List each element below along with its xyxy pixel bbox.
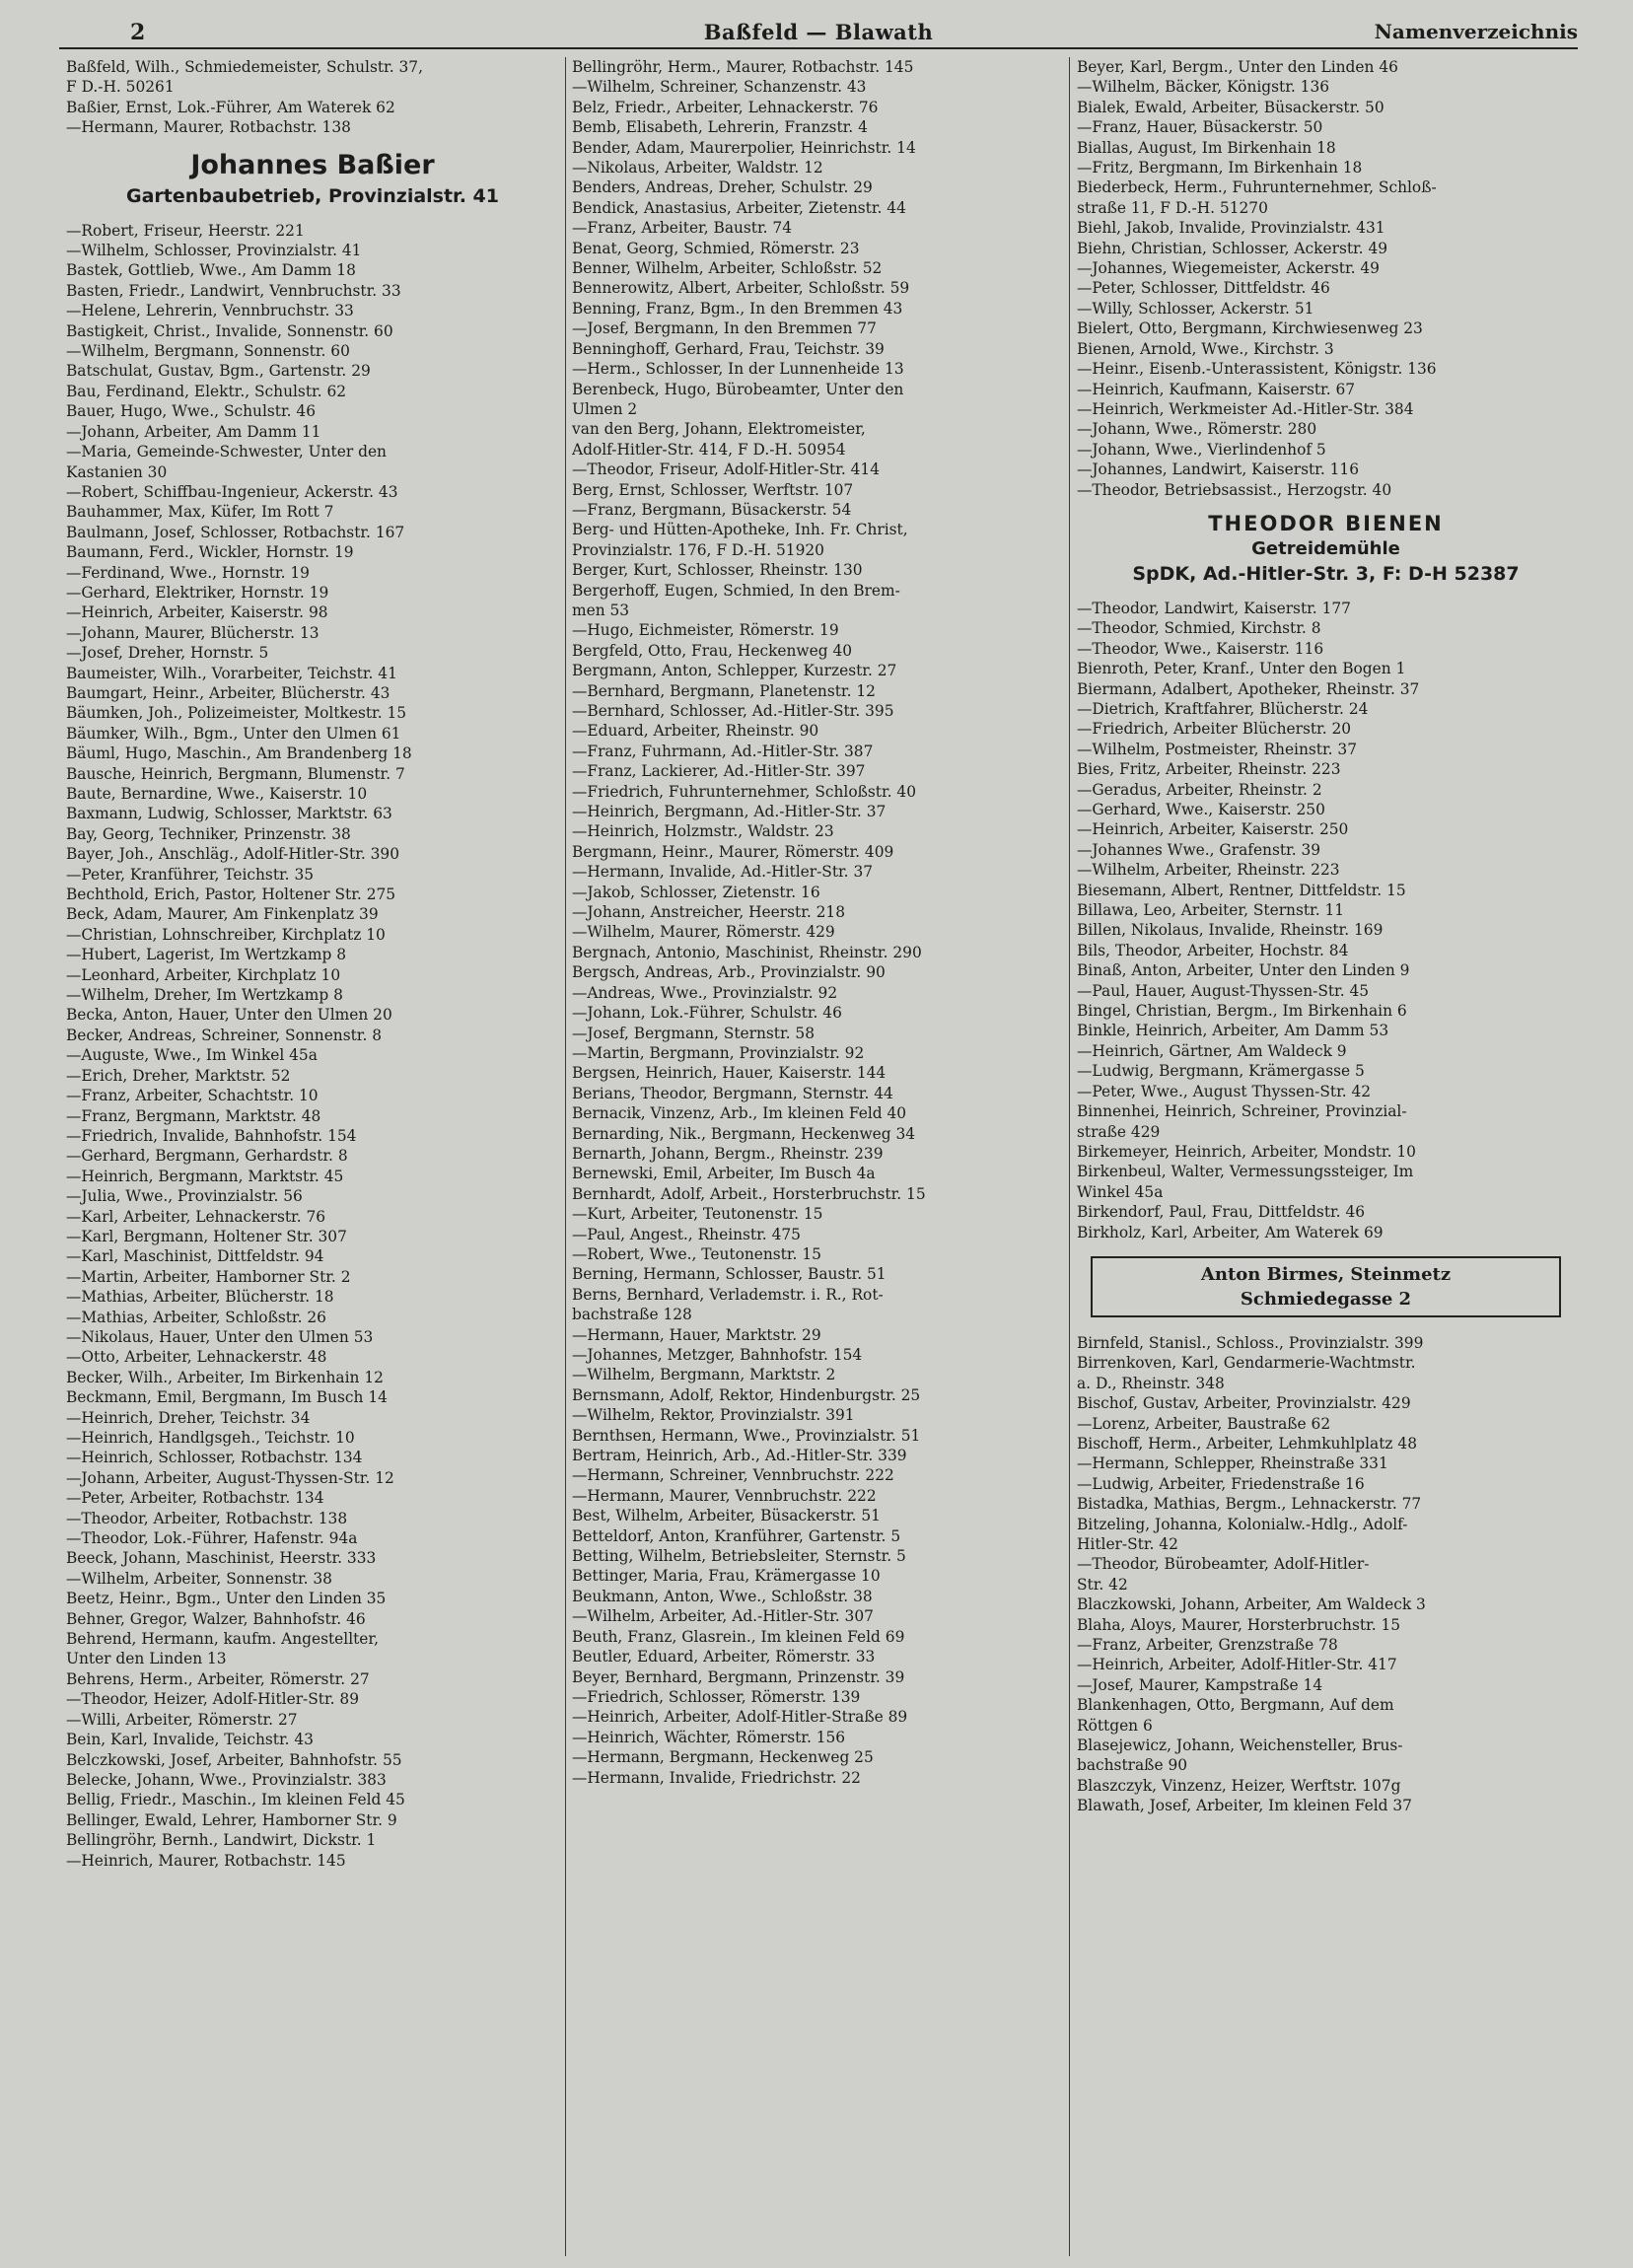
directory-entry: —Hermann, Hauer, Marktstr. 29	[572, 1325, 821, 1344]
directory-entry: —Auguste, Wwe., Im Winkel 45a	[66, 1046, 318, 1065]
directory-entry: Bay, Georg, Techniker, Prinzenstr. 38	[66, 824, 351, 843]
directory-entry: Ulmen 2	[572, 399, 638, 418]
directory-entry: —Nikolaus, Arbeiter, Waldstr. 12	[572, 159, 823, 177]
directory-entry: Bernarth, Johann, Bergm., Rheinstr. 239	[572, 1144, 884, 1163]
directory-entry: Biermann, Adalbert, Apotheker, Rheinstr. 37	[1077, 679, 1420, 698]
directory-entry: Biesemann, Albert, Rentner, Dittfeldstr. 15	[1077, 881, 1406, 899]
directory-entry: —Heinrich, Arbeiter, Adolf-Hitler-Straße 89	[572, 1708, 908, 1727]
directory-entry: Bauer, Hugo, Wwe., Schulstr. 46	[66, 402, 316, 421]
directory-entry: —Otto, Arbeiter, Lehnackerstr. 48	[66, 1348, 327, 1367]
directory-entry: —Mathias, Arbeiter, Schloßstr. 26	[66, 1308, 326, 1326]
directory-entry: Binkle, Heinrich, Arbeiter, Am Damm 53	[1077, 1022, 1389, 1040]
ad-subtitle: Getreidemühle	[1251, 537, 1400, 559]
directory-entry: —Bernhard, Schlosser, Ad.-Hitler-Str. 395	[572, 702, 894, 720]
directory-entry: —Hermann, Bergmann, Heckenweg 25	[572, 1748, 874, 1767]
directory-entry: —Hermann, Invalide, Ad.-Hitler-Str. 37	[572, 863, 874, 882]
directory-entry: —Heinrich, Handlgsgeh., Teichstr. 10	[66, 1429, 355, 1447]
ad-title: THEODOR BIENEN	[1208, 511, 1444, 535]
directory-entry: Bernthsen, Hermann, Wwe., Provinzialstr. 51	[572, 1426, 921, 1445]
directory-entry: —Franz, Arbeiter, Baustr. 74	[572, 219, 793, 238]
directory-entry: —Erich, Dreher, Marktstr. 52	[66, 1066, 291, 1085]
directory-entry: Berg, Ernst, Schlosser, Werftstr. 107	[572, 480, 854, 499]
directory-entry: Birkendorf, Paul, Frau, Dittfeldstr. 46	[1077, 1203, 1366, 1222]
directory-entry: bachstraße 90	[1077, 1756, 1188, 1775]
directory-entry: —Johannes, Metzger, Bahnhofstr. 154	[572, 1346, 863, 1364]
column-3	[1077, 57, 1575, 2256]
directory-entry: Bernarding, Nik., Bergmann, Heckenweg 34	[572, 1124, 916, 1143]
directory-entry: —Friedrich, Arbeiter Blücherstr. 20	[1077, 720, 1352, 739]
directory-entry: Belecke, Johann, Wwe., Provinzialstr. 383	[66, 1770, 387, 1789]
directory-entry: —Johann, Anstreicher, Heerstr. 218	[572, 903, 846, 922]
directory-entry: —Theodor, Bürobeamter, Adolf-Hitler-	[1077, 1555, 1370, 1574]
directory-entry: Bischoff, Herm., Arbeiter, Lehmkuhlplatz 48	[1077, 1434, 1417, 1453]
directory-entry: —Heinrich, Gärtner, Am Waldeck 9	[1077, 1041, 1347, 1060]
directory-entry: —Peter, Schlosser, Dittfeldstr. 46	[1077, 279, 1330, 298]
entry-list	[66, 57, 559, 138]
directory-page	[59, 18, 1578, 2256]
directory-entry: Bertram, Heinrich, Arb., Ad.-Hitler-Str. 339	[572, 1447, 907, 1465]
directory-entry: —Johann, Arbeiter, Am Damm 11	[66, 422, 321, 441]
directory-entry: —Heinrich, Holzmstr., Waldstr. 23	[572, 822, 834, 841]
directory-entry: —Heinrich, Bergmann, Ad.-Hitler-Str. 37	[572, 803, 887, 821]
directory-entry: Becka, Anton, Hauer, Unter den Ulmen 20	[66, 1006, 392, 1025]
directory-entry: Betteldorf, Anton, Kranführer, Gartenstr. 5	[572, 1526, 901, 1545]
entry-list	[1077, 1333, 1575, 1816]
directory-entry: Kastanien 30	[66, 462, 168, 481]
directory-entry: —Karl, Maschinist, Dittfeldstr. 94	[66, 1247, 324, 1266]
directory-entry: Bendick, Anastasius, Arbeiter, Zietenstr. 44	[572, 198, 906, 217]
advertisement-bienen	[1077, 510, 1575, 587]
advertisement-bassier	[66, 148, 559, 209]
directory-entry: —Franz, Bergmann, Büsackerstr. 54	[572, 500, 852, 519]
directory-entry: —Theodor, Arbeiter, Rotbachstr. 138	[66, 1509, 348, 1527]
directory-entry: Beeck, Johann, Maschinist, Heerstr. 333	[66, 1549, 377, 1568]
ad-address: Schmiedegasse 2	[1240, 1288, 1412, 1310]
column-rule	[1069, 57, 1070, 2256]
directory-entry: —Theodor, Landwirt, Kaiserstr. 177	[1077, 599, 1351, 617]
directory-entry: —Paul, Angest., Rheinstr. 475	[572, 1225, 801, 1243]
directory-entry: —Wilhelm, Postmeister, Rheinstr. 37	[1077, 740, 1358, 758]
directory-entry: —Robert, Wwe., Teutonenstr. 15	[572, 1244, 821, 1263]
directory-entry: —Wilhelm, Arbeiter, Ad.-Hitler-Str. 307	[572, 1607, 874, 1626]
section-title: Namenverzeichnis	[1374, 20, 1578, 43]
directory-entry: straße 11, F D.-H. 51270	[1077, 198, 1268, 217]
directory-entry: Bemb, Elisabeth, Lehrerin, Franzstr. 4	[572, 118, 868, 137]
directory-entry: Bausche, Heinrich, Bergmann, Blumenstr. 7	[66, 764, 405, 783]
directory-entry: Bielert, Otto, Bergmann, Kirchwiesenweg 23	[1077, 319, 1423, 338]
directory-entry: Betting, Wilhelm, Betriebsleiter, Sternstr. 5	[572, 1547, 906, 1566]
directory-entry: —Wilhelm, Bergmann, Sonnenstr. 60	[66, 342, 350, 361]
directory-entry: —Willi, Arbeiter, Römerstr. 27	[66, 1710, 298, 1729]
directory-entry: Bettinger, Maria, Frau, Krämergasse 10	[572, 1567, 881, 1586]
directory-entry: Becker, Wilh., Arbeiter, Im Birkenhain 12	[66, 1368, 384, 1386]
directory-entry: —Friedrich, Invalide, Bahnhofstr. 154	[66, 1126, 357, 1145]
directory-entry: —Josef, Bergmann, In den Bremmen 77	[572, 319, 877, 338]
directory-entry: Bernacik, Vinzenz, Arb., Im kleinen Feld 40	[572, 1104, 907, 1123]
directory-entry: Bienroth, Peter, Kranf., Unter den Bogen 1	[1077, 660, 1406, 678]
directory-entry: Berning, Hermann, Schlosser, Baustr. 51	[572, 1265, 887, 1284]
directory-entry: —Johannes, Landwirt, Kaiserstr. 116	[1077, 461, 1359, 479]
columns	[59, 57, 1578, 2256]
directory-entry: Baßier, Ernst, Lok.-Führer, Am Waterek 62	[66, 98, 395, 116]
directory-entry: Bechthold, Erich, Pastor, Holtener Str. 275	[66, 886, 396, 904]
directory-entry: —Robert, Schiffbau-Ingenieur, Ackerstr. 43	[66, 482, 398, 501]
directory-entry: Berns, Bernhard, Verlademstr. i. R., Rot-	[572, 1285, 884, 1304]
directory-entry: Bingel, Christian, Bergm., Im Birkenhain 6	[1077, 1002, 1407, 1021]
directory-entry: —Josef, Dreher, Hornstr. 5	[66, 644, 269, 663]
directory-entry: Benders, Andreas, Dreher, Schulstr. 29	[572, 178, 873, 197]
directory-entry: —Mathias, Arbeiter, Blücherstr. 18	[66, 1288, 334, 1307]
directory-entry: —Hermann, Invalide, Friedrichstr. 22	[572, 1768, 861, 1787]
directory-entry: —Friedrich, Fuhrunternehmer, Schloßstr. 40	[572, 782, 916, 801]
directory-entry: Berians, Theodor, Bergmann, Sternstr. 44	[572, 1084, 893, 1102]
directory-entry: —Hermann, Schreiner, Vennbruchstr. 222	[572, 1466, 894, 1485]
directory-entry: —Johann, Wwe., Römerstr. 280	[1077, 420, 1317, 439]
directory-entry: Behner, Gregor, Walzer, Bahnhofstr. 46	[66, 1609, 366, 1628]
directory-entry: —Heinrich, Bergmann, Marktstr. 45	[66, 1167, 344, 1185]
directory-entry: men 53	[572, 601, 630, 619]
directory-entry: —Hubert, Lagerist, Im Wertzkamp 8	[66, 946, 347, 964]
directory-entry: Birkemeyer, Heinrich, Arbeiter, Mondstr. 10	[1077, 1142, 1416, 1161]
directory-entry: Adolf-Hitler-Str. 414, F D.-H. 50954	[572, 440, 846, 459]
directory-entry: Bils, Theodor, Arbeiter, Hochstr. 84	[1077, 941, 1349, 959]
directory-entry: Bergfeld, Otto, Frau, Heckenweg 40	[572, 641, 853, 660]
directory-entry: Baßfeld, Wilh., Schmiedemeister, Schulstr. 37,	[66, 58, 423, 76]
directory-entry: —Heinrich, Schlosser, Rotbachstr. 134	[66, 1449, 363, 1467]
directory-entry: Hitler-Str. 42	[1077, 1535, 1178, 1553]
directory-entry: —Hermann, Maurer, Rotbachstr. 138	[66, 118, 351, 137]
directory-entry: —Wilhelm, Arbeiter, Sonnenstr. 38	[66, 1569, 332, 1588]
directory-entry: Bies, Fritz, Arbeiter, Rheinstr. 223	[1077, 760, 1341, 779]
page-header	[59, 18, 1578, 49]
directory-entry: Berg- und Hütten-Apotheke, Inh. Fr. Christ,	[572, 521, 908, 539]
ad-address: SpDK, Ad.-Hitler-Str. 3, F: D-H 52387	[1132, 562, 1520, 585]
directory-entry: —Peter, Wwe., August Thyssen-Str. 42	[1077, 1082, 1372, 1100]
column-1	[66, 57, 559, 2256]
directory-entry: —Willy, Schlosser, Ackerstr. 51	[1077, 299, 1314, 318]
directory-entry: Bau, Ferdinand, Elektr., Schulstr. 62	[66, 382, 347, 400]
directory-entry: Billawa, Leo, Arbeiter, Sternstr. 11	[1077, 901, 1345, 920]
directory-entry: —Eduard, Arbeiter, Rheinstr. 90	[572, 722, 819, 741]
directory-entry: —Theodor, Lok.-Führer, Hafenstr. 94a	[66, 1529, 358, 1548]
directory-entry: Binnenhei, Heinrich, Schreiner, Provinzial-	[1077, 1102, 1407, 1121]
directory-entry: —Gerhard, Bergmann, Gerhardstr. 8	[66, 1147, 348, 1166]
directory-entry: Beetz, Heinr., Bgm., Unter den Linden 35	[66, 1590, 387, 1608]
directory-entry: —Geradus, Arbeiter, Rheinstr. 2	[1077, 780, 1322, 799]
directory-entry: —Heinrich, Wächter, Römerstr. 156	[572, 1728, 846, 1746]
directory-entry: —Theodor, Betriebsassist., Herzogstr. 40	[1077, 480, 1392, 499]
directory-entry: Billen, Nikolaus, Invalide, Rheinstr. 169	[1077, 921, 1384, 940]
directory-entry: Winkel 45a	[1077, 1182, 1164, 1201]
directory-entry: Birkholz, Karl, Arbeiter, Am Waterek 69	[1077, 1223, 1384, 1241]
directory-entry: Bauhammer, Max, Küfer, Im Rott 7	[66, 503, 334, 522]
directory-entry: —Ludwig, Arbeiter, Friedenstraße 16	[1077, 1474, 1365, 1493]
directory-entry: —Heinrich, Werkmeister Ad.-Hitler-Str. 384	[1077, 399, 1414, 418]
directory-entry: Baulmann, Josef, Schlosser, Rotbachstr. 167	[66, 523, 405, 541]
directory-entry: Beck, Adam, Maurer, Am Finkenplatz 39	[66, 905, 379, 924]
directory-entry: —Kurt, Arbeiter, Teutonenstr. 15	[572, 1205, 823, 1224]
directory-entry: —Franz, Arbeiter, Schachtstr. 10	[66, 1087, 319, 1105]
directory-entry: Biehn, Christian, Schlosser, Ackerstr. 49	[1077, 239, 1388, 257]
directory-entry: Bellig, Friedr., Maschin., Im kleinen Feld 45	[66, 1791, 405, 1809]
directory-entry: Bernhardt, Adolf, Arbeit., Horsterbruchstr. 15	[572, 1184, 926, 1203]
directory-entry: Bistadka, Mathias, Bergm., Lehnackerstr. 77	[1077, 1495, 1422, 1514]
directory-entry: Beyer, Karl, Bergm., Unter den Linden 46	[1077, 58, 1398, 76]
directory-entry: —Wilhelm, Maurer, Römerstr. 429	[572, 923, 835, 942]
directory-entry: Beukmann, Anton, Wwe., Schloßstr. 38	[572, 1587, 873, 1605]
entry-list	[66, 221, 559, 1871]
directory-entry: —Gerhard, Elektriker, Hornstr. 19	[66, 583, 329, 602]
directory-entry: Bellingröhr, Bernh., Landwirt, Dickstr. 1	[66, 1831, 377, 1850]
directory-entry: Birnfeld, Stanisl., Schloss., Provinzialstr. 399	[1077, 1333, 1424, 1352]
directory-entry: Baumann, Ferd., Wickler, Hornstr. 19	[66, 543, 354, 562]
directory-entry: —Heinrich, Dreher, Teichstr. 34	[66, 1408, 311, 1427]
directory-entry: —Karl, Bergmann, Holtener Str. 307	[66, 1227, 347, 1245]
directory-entry: Berger, Kurt, Schlosser, Rheinstr. 130	[572, 561, 863, 580]
directory-entry: Bienen, Arnold, Wwe., Kirchstr. 3	[1077, 339, 1334, 358]
directory-entry: Blaczkowski, Johann, Arbeiter, Am Waldeck 3	[1077, 1595, 1426, 1614]
directory-entry: —Fritz, Bergmann, Im Birkenhain 18	[1077, 159, 1363, 177]
directory-entry: Bitzeling, Johanna, Kolonialw.-Hdlg., Adolf-	[1077, 1515, 1408, 1533]
directory-entry: Belczkowski, Josef, Arbeiter, Bahnhofstr. 55	[66, 1750, 402, 1769]
directory-entry: —Johann, Wwe., Vierlindenhof 5	[1077, 440, 1326, 459]
directory-entry: Bellinger, Ewald, Lehrer, Hamborner Str. 9	[66, 1810, 397, 1829]
directory-entry: —Ludwig, Bergmann, Krämergasse 5	[1077, 1062, 1365, 1081]
directory-entry: —Johann, Lok.-Führer, Schulstr. 46	[572, 1004, 842, 1023]
directory-entry: Beyer, Bernhard, Bergmann, Prinzenstr. 39	[572, 1667, 905, 1686]
directory-entry: Bialek, Ewald, Arbeiter, Büsackerstr. 50	[1077, 98, 1384, 116]
directory-entry: —Wilhelm, Rektor, Provinzialstr. 391	[572, 1406, 855, 1425]
directory-entry: —Theodor, Schmied, Kirchstr. 8	[1077, 619, 1321, 638]
directory-entry: Best, Wilhelm, Arbeiter, Büsackerstr. 51	[572, 1507, 881, 1525]
directory-entry: —Johann, Arbeiter, August-Thyssen-Str. 12	[66, 1468, 394, 1487]
directory-entry: Benning, Franz, Bgm., In den Bremmen 43	[572, 299, 903, 318]
directory-entry: —Hugo, Eichmeister, Römerstr. 19	[572, 621, 839, 640]
directory-entry: —Martin, Bergmann, Provinzialstr. 92	[572, 1043, 865, 1062]
ad-name: Johannes Baßier	[190, 149, 435, 180]
directory-entry: Behrens, Herm., Arbeiter, Römerstr. 27	[66, 1669, 370, 1688]
directory-entry: Bergnach, Antonio, Maschinist, Rheinstr. 290	[572, 943, 922, 961]
directory-entry: Benninghoff, Gerhard, Frau, Teichstr. 39	[572, 339, 885, 358]
directory-entry: —Josef, Bergmann, Sternstr. 58	[572, 1024, 815, 1042]
directory-entry: Bergsch, Andreas, Arb., Provinzialstr. 90	[572, 963, 886, 982]
directory-entry: Bergsen, Heinrich, Hauer, Kaiserstr. 144	[572, 1064, 887, 1083]
directory-entry: —Heinrich, Arbeiter, Kaiserstr. 98	[66, 603, 328, 622]
directory-entry: Baumeister, Wilh., Vorarbeiter, Teichstr. 41	[66, 664, 397, 682]
directory-entry: Bender, Adam, Maurerpolier, Heinrichstr. 14	[572, 138, 916, 157]
directory-entry: —Heinrich, Arbeiter, Adolf-Hitler-Str. 417	[1077, 1656, 1397, 1674]
directory-entry: —Johann, Maurer, Blücherstr. 13	[66, 623, 320, 642]
directory-entry: Bergerhoff, Eugen, Schmied, In den Brem-	[572, 581, 900, 600]
directory-entry: Blawath, Josef, Arbeiter, Im kleinen Feld 37	[1077, 1797, 1412, 1815]
directory-entry: —Friedrich, Schlosser, Römerstr. 139	[572, 1687, 861, 1706]
directory-entry: Baute, Bernardine, Wwe., Kaiserstr. 10	[66, 785, 368, 803]
directory-entry: Birrenkoven, Karl, Gendarmerie-Wachtmstr.	[1077, 1354, 1416, 1373]
directory-entry: Bellingröhr, Herm., Maurer, Rotbachstr. 145	[572, 58, 914, 76]
directory-entry: —Johannes, Wiegemeister, Ackerstr. 49	[1077, 259, 1380, 278]
directory-entry: bachstraße 128	[572, 1306, 692, 1324]
directory-entry: Unter den Linden 13	[66, 1650, 227, 1668]
directory-entry: Batschulat, Gustav, Bgm., Gartenstr. 29	[66, 362, 371, 381]
directory-entry: Bischof, Gustav, Arbeiter, Provinzialstr. 429	[1077, 1394, 1411, 1413]
directory-entry: —Franz, Bergmann, Marktstr. 48	[66, 1106, 321, 1125]
directory-entry: Blaszczyk, Vinzenz, Heizer, Werftstr. 107g	[1077, 1776, 1401, 1795]
directory-entry: —Peter, Arbeiter, Rotbachstr. 134	[66, 1489, 324, 1508]
directory-entry: Belz, Friedr., Arbeiter, Lehnackerstr. 76	[572, 98, 879, 116]
directory-entry: —Peter, Kranführer, Teichstr. 35	[66, 865, 315, 884]
entry-list	[572, 57, 1057, 1788]
directory-entry: Bein, Karl, Invalide, Teichstr. 43	[66, 1731, 314, 1749]
directory-entry: —Nikolaus, Hauer, Unter den Ulmen 53	[66, 1327, 374, 1346]
directory-entry: Bergmann, Anton, Schlepper, Kurzestr. 27	[572, 662, 897, 680]
directory-entry: straße 429	[1077, 1122, 1161, 1141]
directory-entry: —Martin, Arbeiter, Hamborner Str. 2	[66, 1267, 351, 1286]
directory-entry: —Leonhard, Arbeiter, Kirchplatz 10	[66, 965, 341, 984]
directory-entry: Becker, Andreas, Schreiner, Sonnenstr. 8	[66, 1026, 383, 1044]
directory-entry: —Hermann, Maurer, Vennbruchstr. 222	[572, 1486, 877, 1505]
directory-entry: —Wilhelm, Bäcker, Königstr. 136	[1077, 78, 1330, 97]
directory-entry: Bastigkeit, Christ., Invalide, Sonnenstr. 60	[66, 321, 393, 340]
directory-entry: —Wilhelm, Dreher, Im Wertzkamp 8	[66, 986, 343, 1005]
directory-entry: Blaha, Aloys, Maurer, Horsterbruchstr. 15	[1077, 1615, 1401, 1634]
directory-entry: —Jakob, Schlosser, Zietenstr. 16	[572, 883, 820, 901]
directory-entry: —Herm., Schlosser, In der Lunnenheide 13	[572, 360, 904, 379]
page-number: 2	[130, 20, 146, 45]
directory-entry: van den Berg, Johann, Elektromeister,	[572, 420, 866, 439]
directory-entry: Binaß, Anton, Arbeiter, Unter den Linden 9	[1077, 961, 1410, 980]
directory-entry: —Franz, Fuhrmann, Ad.-Hitler-Str. 387	[572, 742, 874, 760]
directory-entry: —Karl, Arbeiter, Lehnackerstr. 76	[66, 1207, 326, 1226]
page-range-title: Baßfeld — Blawath	[703, 20, 934, 44]
directory-entry: —Gerhard, Wwe., Kaiserstr. 250	[1077, 801, 1325, 818]
ad-name: Anton Birmes, Steinmetz	[1200, 1263, 1452, 1285]
entry-list	[1077, 57, 1575, 500]
directory-entry: —Franz, Arbeiter, Grenzstraße 78	[1077, 1636, 1338, 1655]
directory-entry: Provinzialstr. 176, F D.-H. 51920	[572, 540, 824, 559]
directory-entry: Str. 42	[1077, 1575, 1128, 1594]
column-rule	[565, 57, 566, 2256]
directory-entry: Bäuml, Hugo, Maschin., Am Brandenberg 18	[66, 744, 412, 763]
column-2	[572, 57, 1057, 2256]
directory-entry: Benat, Georg, Schmied, Römerstr. 23	[572, 239, 860, 257]
directory-entry: —Wilhelm, Schlosser, Provinzialstr. 41	[66, 242, 362, 260]
directory-entry: Bernewski, Emil, Arbeiter, Im Busch 4a	[572, 1165, 876, 1183]
directory-entry: Basten, Friedr., Landwirt, Vennbruchstr. 33	[66, 281, 401, 300]
directory-entry: —Robert, Friseur, Heerstr. 221	[66, 221, 305, 240]
directory-entry: —Dietrich, Kraftfahrer, Blücherstr. 24	[1077, 699, 1369, 718]
directory-entry: Bernsmann, Adolf, Rektor, Hindenburgstr. 25	[572, 1385, 921, 1404]
directory-entry: —Theodor, Heizer, Adolf-Hitler-Str. 89	[66, 1690, 360, 1709]
directory-entry: —Heinr., Eisenb.-Unterassistent, Königstr. 136	[1077, 360, 1437, 379]
directory-entry: Bastek, Gottlieb, Wwe., Am Damm 18	[66, 261, 356, 280]
directory-entry: Bennerowitz, Albert, Arbeiter, Schloßstr. 59	[572, 279, 910, 298]
directory-entry: Röttgen 6	[1077, 1716, 1153, 1735]
ad-business: Gartenbaubetrieb, Provinzialstr. 41	[125, 184, 499, 207]
directory-entry: Behrend, Hermann, kaufm. Angestellter,	[66, 1630, 379, 1649]
directory-entry: Biederbeck, Herm., Fuhrunternehmer, Schloß-	[1077, 178, 1437, 197]
advertisement-birmes	[1091, 1256, 1561, 1317]
directory-entry: Bayer, Joh., Anschläg., Adolf-Hitler-Str. 390	[66, 845, 400, 864]
directory-entry: —Theodor, Wwe., Kaiserstr. 116	[1077, 639, 1324, 658]
directory-entry: Biehl, Jakob, Invalide, Provinzialstr. 431	[1077, 219, 1385, 238]
entry-list	[1077, 599, 1575, 1242]
directory-entry: —Ferdinand, Wwe., Hornstr. 19	[66, 563, 310, 582]
directory-entry: F D.-H. 50261	[66, 78, 175, 97]
directory-entry: Bäumker, Wilh., Bgm., Unter den Ulmen 61	[66, 724, 401, 743]
directory-entry: Beuth, Franz, Glasrein., Im kleinen Feld 69	[572, 1627, 905, 1646]
directory-entry: —Maria, Gemeinde-Schwester, Unter den	[66, 443, 387, 461]
directory-entry: —Heinrich, Maurer, Rotbachstr. 145	[66, 1851, 346, 1870]
directory-entry: —Franz, Lackierer, Ad.-Hitler-Str. 397	[572, 762, 866, 781]
directory-entry: Baumgart, Heinr., Arbeiter, Blücherstr. 43	[66, 683, 390, 702]
directory-entry: —Wilhelm, Arbeiter, Rheinstr. 223	[1077, 861, 1340, 880]
directory-entry: a. D., Rheinstr. 348	[1077, 1374, 1225, 1392]
directory-entry: Blankenhagen, Otto, Bergmann, Auf dem	[1077, 1696, 1394, 1715]
directory-entry: Beckmann, Emil, Bergmann, Im Busch 14	[66, 1388, 388, 1407]
directory-entry: —Johannes Wwe., Grafenstr. 39	[1077, 840, 1321, 859]
directory-entry: Beutler, Eduard, Arbeiter, Römerstr. 33	[572, 1648, 876, 1666]
directory-entry: Biallas, August, Im Birkenhain 18	[1077, 138, 1336, 157]
directory-entry: —Bernhard, Bergmann, Planetenstr. 12	[572, 681, 876, 700]
directory-entry: —Christian, Lohnschreiber, Kirchplatz 10	[66, 925, 386, 944]
directory-entry: —Wilhelm, Bergmann, Marktstr. 2	[572, 1366, 836, 1384]
directory-entry: Berenbeck, Hugo, Bürobeamter, Unter den	[572, 380, 904, 398]
directory-entry: Blasejewicz, Johann, Weichensteller, Brus-	[1077, 1736, 1403, 1755]
directory-entry: —Josef, Maurer, Kampstraße 14	[1077, 1675, 1323, 1694]
directory-entry: —Paul, Hauer, August-Thyssen-Str. 45	[1077, 981, 1370, 1000]
directory-entry: Bäumken, Joh., Polizeimeister, Moltkestr. 15	[66, 704, 407, 723]
directory-entry: —Heinrich, Arbeiter, Kaiserstr. 250	[1077, 820, 1349, 839]
directory-entry: Baxmann, Ludwig, Schlosser, Marktstr. 63	[66, 805, 392, 823]
directory-entry: —Heinrich, Kaufmann, Kaiserstr. 67	[1077, 380, 1356, 398]
directory-entry: Benner, Wilhelm, Arbeiter, Schloßstr. 52	[572, 259, 883, 278]
directory-entry: —Julia, Wwe., Provinzialstr. 56	[66, 1187, 303, 1206]
directory-entry: —Lorenz, Arbeiter, Baustraße 62	[1077, 1414, 1331, 1433]
directory-entry: —Franz, Hauer, Büsackerstr. 50	[1077, 118, 1323, 137]
directory-entry: —Hermann, Schlepper, Rheinstraße 331	[1077, 1454, 1388, 1473]
directory-entry: —Andreas, Wwe., Provinzialstr. 92	[572, 983, 838, 1002]
directory-entry: Birkenbeul, Walter, Vermessungssteiger, Im	[1077, 1163, 1414, 1181]
directory-entry: —Theodor, Friseur, Adolf-Hitler-Str. 414	[572, 461, 881, 479]
directory-entry: —Helene, Lehrerin, Vennbruchstr. 33	[66, 302, 354, 320]
directory-entry: Bergmann, Heinr., Maurer, Römerstr. 409	[572, 842, 894, 861]
directory-entry: —Wilhelm, Schreiner, Schanzenstr. 43	[572, 78, 867, 97]
